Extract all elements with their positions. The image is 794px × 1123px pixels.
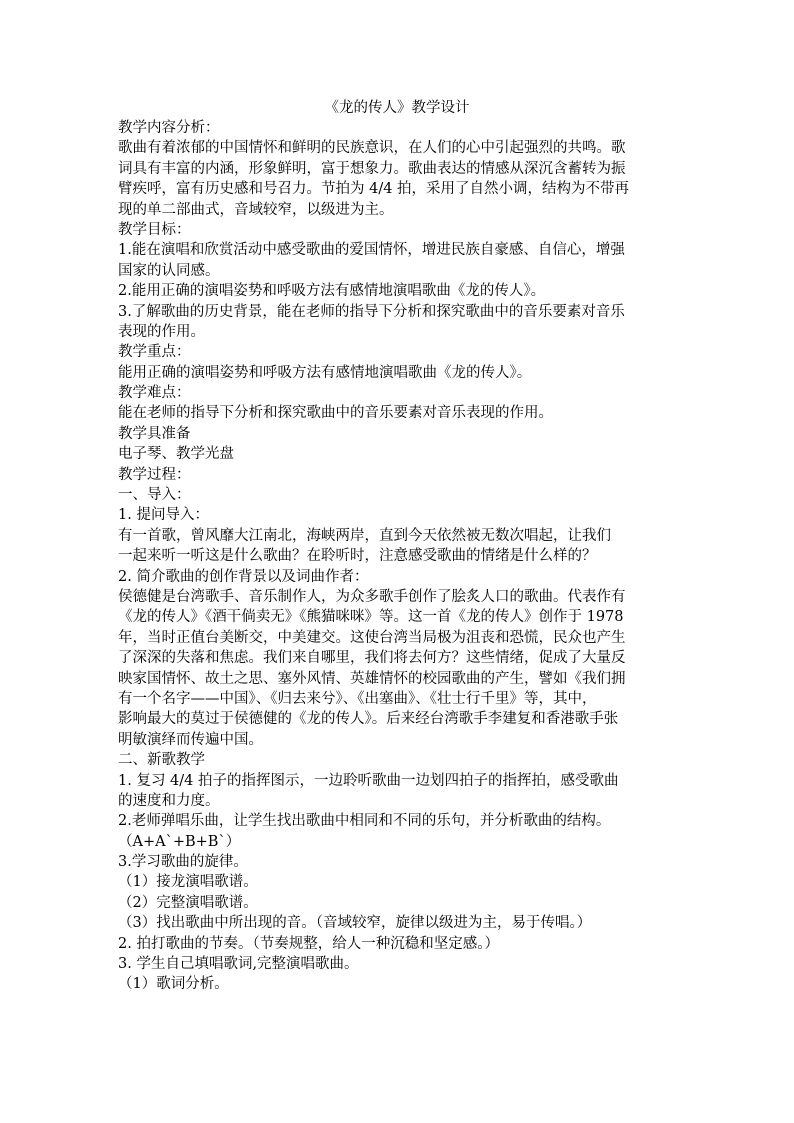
- paragraph-line: 能在老师的指导下分析和探究歌曲中的音乐要素对音乐表现的作用。: [118, 405, 553, 422]
- section-heading-objectives: 教学目标：: [118, 221, 191, 238]
- list-item: 2.能用正确的演唱姿势和呼吸方法有感情地演唱歌曲《龙的传人》。: [118, 283, 546, 300]
- paragraph-line: 现的单二部曲式，音域较窄，以级进为主。: [118, 201, 394, 218]
- paragraph-line: 有一首歌，曾风靡大江南北，海峡两岸，直到今天依然被无数次唱起，让我们: [118, 527, 611, 544]
- list-item: 1. 复习 4/4 拍子的指挥图示，一边聆听歌曲一边划四拍子的指挥拍，感受歌曲: [118, 772, 619, 789]
- list-item-continuation: 国家的认同感。: [118, 262, 220, 279]
- list-item-continuation: （A+A`+B+B`）: [118, 833, 241, 850]
- subsection-heading-intro: 一、导入：: [118, 487, 191, 504]
- document-title: 《龙的传人》教学设计: [324, 100, 470, 116]
- section-heading-content-analysis: 教学内容分析：: [118, 120, 220, 136]
- sub-list-item: （3）找出歌曲中所出现的音。（音域较窄，旋律以级进为主，易于传唱。）: [118, 915, 592, 932]
- paragraph-line: 明敏演绎而传遍中国。: [118, 731, 263, 748]
- sub-list-item: （2）完整演唱歌谱。: [118, 894, 258, 911]
- list-item-continuation: 表现的作用。: [118, 323, 205, 340]
- paragraph-line: 侯德健是台湾歌手、音乐制作人，为众多歌手创作了脍炙人口的歌曲。代表作有: [118, 588, 626, 605]
- section-heading-materials: 教学具准备: [118, 425, 191, 442]
- paragraph-line: 映家国情怀、故土之思、塞外风情、英雄情怀的校园歌曲的产生，譬如《我们拥: [118, 670, 626, 687]
- paragraph-line: 歌曲有着浓郁的中国情怀和鲜明的民族意识，在人们的心中引起强烈的共鸣。歌: [118, 140, 626, 157]
- list-item: 2. 拍打歌曲的节奏。（节奏规整，给人一种沉稳和坚定感。）: [118, 935, 499, 952]
- document-body: [118, 118, 678, 995]
- subsection-heading-new-song: 二、新歌教学: [118, 752, 205, 769]
- list-item: 3.学习歌曲的旋律。: [118, 854, 248, 871]
- paragraph-line: 一起来听一听这是什么歌曲？在聆听时，注意感受歌曲的情绪是什么样的？: [118, 548, 597, 565]
- section-heading-key-points: 教学重点：: [118, 344, 191, 361]
- list-item-continuation: 的速度和力度。: [118, 792, 220, 809]
- list-item: 1. 提问导入：: [118, 507, 209, 524]
- paragraph-line: 年，当时正值台美断交，中美建交。这使台湾当局极为沮丧和恐慌，民众也产生: [118, 629, 626, 646]
- list-item: 1.能在演唱和欣赏活动中感受歌曲的爱国情怀，增进民族自豪感、自信心，增强: [118, 242, 625, 259]
- paragraph-line: 影响最大的莫过于侯德健的《龙的传人》。后来经台湾歌手李建复和香港歌手张: [118, 711, 619, 728]
- paragraph-line: 臂疾呼，富有历史感和号召力。节拍为 4/4 拍，采用了自然小调，结构为不带再: [118, 181, 630, 198]
- list-item: 2.老师弹唱乐曲，让学生找出歌曲中相同和不同的乐句，并分析歌曲的结构。: [118, 813, 611, 830]
- list-item: 3. 学生自己填唱歌词,完整演唱歌曲。: [118, 956, 359, 973]
- section-heading-difficulties: 教学难点：: [118, 385, 191, 402]
- paragraph-line: 词具有丰富的内涵，形象鲜明，富于想象力。歌曲表达的情感从深沉含蓄转为振: [118, 160, 626, 177]
- sub-list-item: （1）接龙演唱歌谱。: [118, 874, 258, 891]
- paragraph-line: 能用正确的演唱姿势和呼吸方法有感情地演唱歌曲《龙的传人》。: [118, 364, 532, 381]
- sub-list-item: （1）歌词分析。: [118, 976, 229, 993]
- paragraph-line: 《龙的传人》《酒干倘卖无》《熊猫咪咪》等。这一首《龙的传人》创作于 1978: [118, 609, 624, 626]
- paragraph-line: 电子琴、教学光盘: [118, 446, 234, 463]
- paragraph-line: 了深深的失落和焦虑。我们来自哪里，我们将去何方？这些情绪，促成了大量反: [118, 650, 626, 667]
- list-item: 2. 简介歌曲的创作背景以及词曲作者：: [118, 568, 369, 585]
- paragraph-line: 有一个名字——中国》、《归去来兮》、《出塞曲》、《壮士行千里》等，其中，: [118, 690, 597, 707]
- section-heading-process: 教学过程：: [118, 466, 191, 483]
- list-item: 3.了解歌曲的历史背景，能在老师的指导下分析和探究歌曲中的音乐要素对音乐: [118, 303, 625, 320]
